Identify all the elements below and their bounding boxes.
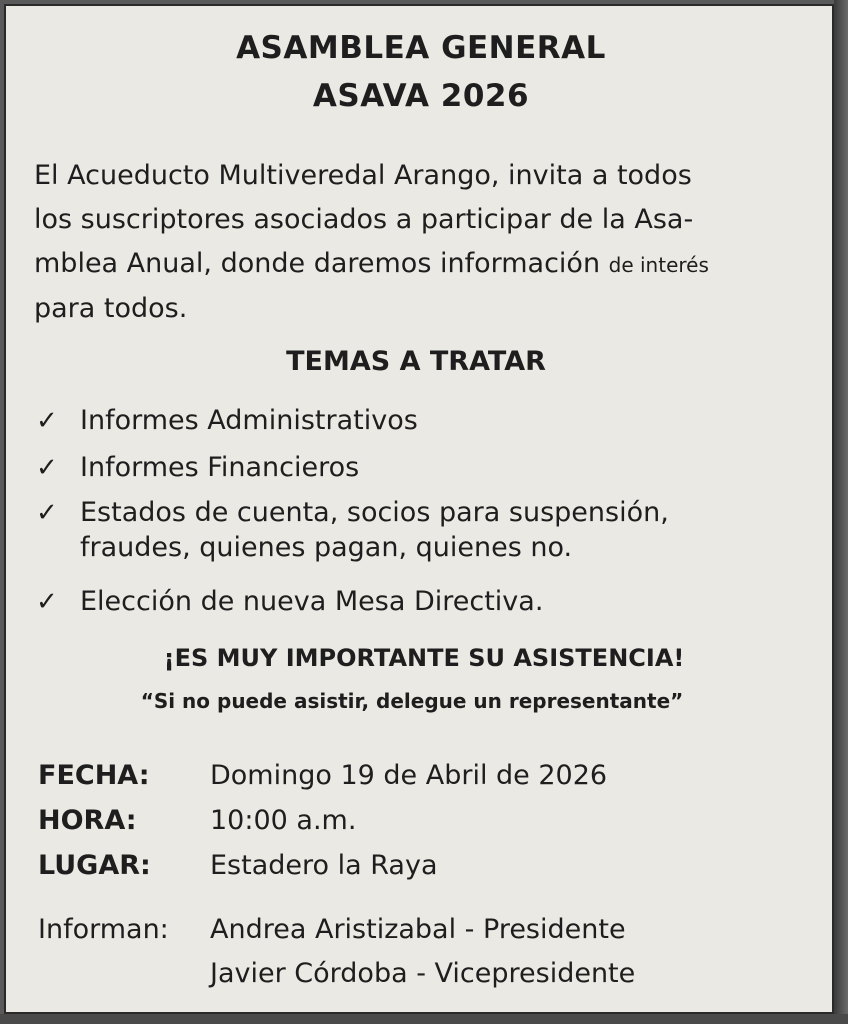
intro-paragraph [34,154,834,331]
time-value: 10:00 a.m. [210,805,357,836]
intro-line-2: los suscriptores asociados a participar de la Asa- [34,204,694,235]
checkmark-icon: ✓ [36,453,58,483]
signer-1: Andrea Aristizabal - Presidente [210,914,626,945]
title-line-1: ASAMBLEA GENERAL [236,30,606,66]
informants-label: Informan: [38,914,169,945]
importance-notice: ¡ES MUY IMPORTANTE SU ASISTENCIA! [163,644,685,672]
notice-sheet [4,4,834,1014]
checkmark-icon: ✓ [36,498,58,528]
topic-item [36,452,359,483]
date-value: Domingo 19 de Abril de 2026 [210,760,608,791]
topic-item [36,405,418,436]
intro-line-1: El Acueducto Multiveredal Arango, invita a todos [34,160,692,191]
signer-2: Javier Córdoba - Vicepresidente [210,958,636,989]
topic-text-continued: fraudes, quienes pagan, quienes no. [80,532,573,563]
topic-text: Informes Financieros [80,452,360,483]
date-label: FECHA: [38,760,150,791]
topics-heading: TEMAS A TRATAR [286,346,546,377]
topic-text: Informes Administrativos [80,405,418,436]
place-row [38,850,437,881]
topic-text: Estados de cuenta, socios para suspensión, [80,497,669,528]
topic-item [36,586,543,617]
background-edge-right [834,0,848,1024]
intro-line-3-main: mblea Anual, donde daremos información [34,248,609,279]
checkmark-icon: ✓ [36,587,58,617]
delegate-note: “Si no puede asistir, delegue un representante” [140,689,684,713]
checkmark-icon: ✓ [36,406,58,436]
informants-row [38,914,626,945]
background-edge-bottom [0,1014,848,1024]
topic-item [36,497,669,563]
intro-line-4: para todos. [34,293,188,324]
time-label: HORA: [38,805,137,836]
topic-text: Elección de nueva Mesa Directiva. [80,586,544,617]
intro-line-3 [34,242,834,287]
place-value: Estadero la Raya [210,850,438,881]
date-row [38,760,607,791]
place-label: LUGAR: [38,850,151,881]
intro-line-3-small: de interés [608,253,709,277]
title-line-2: ASAVA 2026 [312,78,530,114]
time-row [38,805,356,836]
